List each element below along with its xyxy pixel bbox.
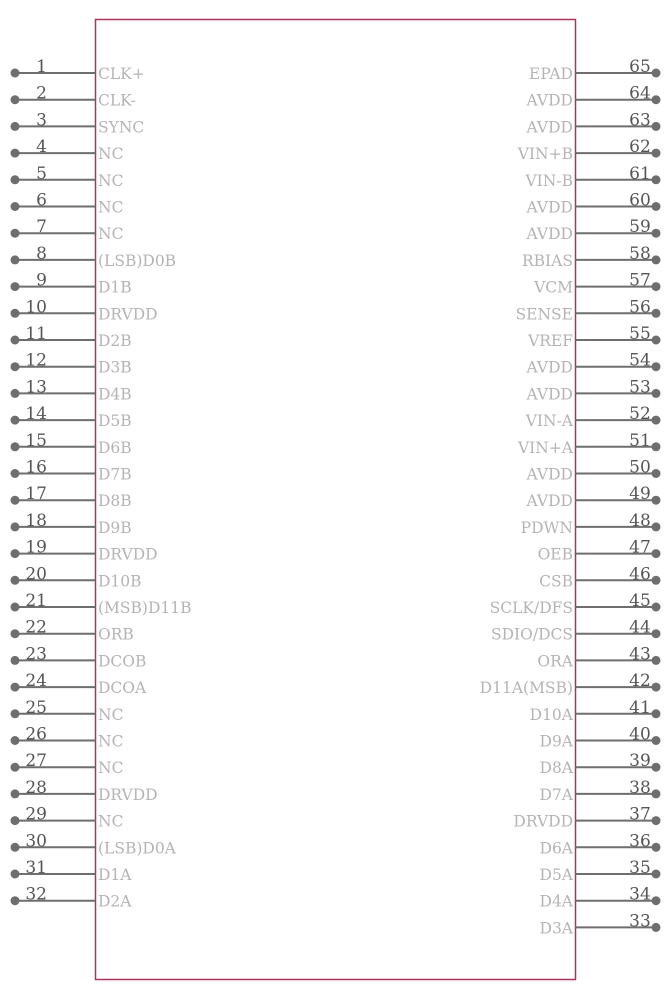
pin-end-dot-icon: [11, 149, 20, 158]
pin-27: [11, 751, 124, 777]
pin-3: [11, 110, 145, 136]
pin-end-dot-icon: [11, 683, 20, 692]
pin-number: 7: [36, 217, 47, 238]
pin-end-dot-icon: [652, 362, 661, 371]
pin-32: [11, 885, 133, 911]
pin-end-dot-icon: [11, 763, 20, 772]
pin-number: 55: [629, 324, 651, 344]
pin-end-dot-icon: [11, 629, 20, 638]
pin-number: 15: [25, 430, 47, 451]
pin-end-dot-icon: [652, 229, 661, 238]
pin-label: CLK-: [98, 91, 136, 110]
pin-label: VIN+B: [517, 145, 573, 164]
pin-end-dot-icon: [652, 496, 661, 505]
pin-12: [11, 351, 132, 377]
pin-number: 5: [36, 163, 47, 184]
pin-end-dot-icon: [11, 69, 20, 78]
right-pin-group: [480, 57, 661, 937]
pin-number: 28: [25, 777, 47, 798]
pin-end-dot-icon: [652, 95, 661, 104]
pin-26: [11, 725, 124, 751]
pin-end-dot-icon: [11, 656, 20, 665]
pin-39: [540, 751, 661, 777]
pin-label: NC: [98, 812, 124, 831]
pin-label: ORB: [98, 625, 134, 644]
pin-number: 56: [629, 297, 651, 318]
pin-end-dot-icon: [11, 816, 20, 825]
pin-end-dot-icon: [652, 336, 661, 345]
pin-46: [539, 564, 660, 590]
pin-end-dot-icon: [11, 389, 20, 398]
pin-43: [537, 644, 660, 670]
pin-end-dot-icon: [11, 442, 20, 451]
pin-end-dot-icon: [652, 69, 661, 78]
pin-label: D3A: [539, 919, 573, 938]
pin-number: 57: [629, 270, 651, 291]
pin-number: 47: [629, 537, 651, 558]
pin-number: 40: [629, 724, 651, 745]
pin-number: 44: [629, 617, 651, 638]
pin-number: 25: [25, 697, 47, 718]
pin-label: CLK+: [98, 65, 145, 83]
pin-55: [527, 324, 660, 350]
pin-end-dot-icon: [652, 736, 661, 745]
pin-label: D1B: [98, 278, 132, 297]
pin-number: 39: [629, 751, 651, 772]
pin-label: D6A: [539, 839, 573, 858]
pin-end-dot-icon: [652, 549, 661, 558]
pin-end-dot-icon: [652, 629, 661, 638]
pin-label: VREF: [528, 332, 573, 350]
pin-label: NC: [98, 732, 124, 751]
pin-number: 51: [629, 430, 651, 451]
pin-end-dot-icon: [11, 469, 20, 478]
pin-number: 35: [629, 858, 651, 878]
pin-label: D10B: [98, 572, 142, 591]
pin-end-dot-icon: [652, 816, 661, 825]
pin-end-dot-icon: [11, 576, 20, 585]
pin-label: RBIAS: [522, 251, 573, 270]
pin-15: [11, 431, 132, 457]
pin-end-dot-icon: [11, 362, 20, 371]
pin-18: [11, 511, 132, 537]
pin-24: [11, 671, 147, 697]
pin-label: AVDD: [526, 465, 573, 484]
pin-end-dot-icon: [11, 843, 20, 852]
pin-number: 24: [25, 671, 47, 692]
pin-number: 49: [629, 484, 651, 505]
pin-label: DRVDD: [513, 812, 573, 831]
pin-end-dot-icon: [652, 202, 661, 211]
pin-58: [522, 244, 661, 270]
ic-body-outline: [96, 20, 576, 980]
pin-number: 22: [25, 617, 47, 638]
pin-label: D6B: [98, 438, 132, 457]
pin-number: 63: [629, 110, 651, 131]
pin-11: [11, 324, 132, 350]
pin-number: 9: [36, 270, 47, 291]
pin-label: VIN+A: [517, 438, 573, 457]
pin-number: 20: [25, 564, 47, 585]
pin-17: [11, 484, 132, 510]
pin-end-dot-icon: [11, 309, 20, 318]
pin-label: NC: [98, 145, 124, 164]
pin-label: D4A: [539, 892, 573, 911]
pin-14: [11, 404, 132, 430]
pin-end-dot-icon: [11, 122, 20, 131]
pin-33: [540, 911, 661, 937]
pin-end-dot-icon: [652, 442, 661, 451]
pin-label: NC: [98, 225, 124, 244]
pin-end-dot-icon: [652, 683, 661, 692]
pin-number: 37: [629, 804, 651, 825]
pin-end-dot-icon: [652, 255, 661, 264]
pin-48: [521, 511, 661, 537]
pin-number: 34: [629, 884, 651, 905]
pin-end-dot-icon: [652, 763, 661, 772]
pin-end-dot-icon: [11, 175, 20, 184]
pin-end-dot-icon: [652, 389, 661, 398]
pin-62: [517, 137, 661, 163]
pin-number: 19: [25, 537, 47, 558]
pin-label: D8B: [98, 492, 132, 511]
pin-number: 62: [629, 137, 651, 158]
pin-number: 30: [25, 831, 47, 852]
pin-label: NC: [98, 198, 124, 217]
pin-label: VCM: [534, 278, 573, 297]
pin-label: EPAD: [529, 65, 573, 83]
pin-number: 12: [25, 350, 47, 371]
pin-56: [516, 297, 661, 323]
pin-label: D10A: [529, 705, 573, 724]
pin-number: 17: [25, 484, 47, 505]
pin-label: AVDD: [526, 358, 573, 377]
pin-end-dot-icon: [11, 255, 20, 264]
pin-60: [526, 191, 661, 217]
pin-end-dot-icon: [652, 656, 661, 665]
pin-label: NC: [98, 759, 124, 778]
pin-8: [11, 244, 177, 270]
pin-number: 41: [629, 697, 651, 718]
pin-25: [11, 698, 124, 724]
pin-9: [11, 271, 132, 297]
pin-end-dot-icon: [652, 576, 661, 585]
pin-number: 29: [25, 804, 47, 825]
pin-end-dot-icon: [11, 202, 20, 211]
pin-label: OEB: [537, 545, 573, 564]
pin-49: [526, 484, 661, 510]
pin-label: D1A: [98, 866, 132, 884]
pin-end-dot-icon: [11, 522, 20, 531]
pin-label: DRVDD: [98, 545, 158, 564]
pin-35: [540, 858, 661, 884]
pin-42: [480, 671, 661, 697]
pin-end-dot-icon: [652, 149, 661, 158]
pin-end-dot-icon: [652, 122, 661, 131]
pin-end-dot-icon: [652, 870, 661, 879]
pin-label: DCOA: [98, 679, 147, 698]
pin-13: [11, 377, 132, 403]
pin-10: [11, 297, 158, 323]
pin-number: 13: [25, 377, 47, 398]
pin-number: 2: [36, 83, 47, 104]
pin-label: D2B: [98, 332, 132, 350]
pin-label: DRVDD: [98, 785, 158, 804]
pin-28: [11, 778, 158, 804]
pin-number: 60: [629, 190, 651, 211]
pin-number: 58: [629, 243, 651, 264]
pin-number: 33: [629, 911, 651, 932]
pin-number: 42: [629, 671, 651, 692]
pin-number: 32: [25, 884, 47, 905]
pin-label: VIN-A: [525, 412, 573, 431]
pin-1: [11, 57, 145, 83]
pin-end-dot-icon: [11, 603, 20, 612]
pin-52: [525, 404, 661, 430]
pin-30: [11, 831, 177, 857]
pin-22: [11, 618, 134, 644]
pin-number: 38: [629, 777, 651, 798]
left-pin-group: [11, 57, 192, 911]
pin-36: [540, 831, 661, 857]
pin-5: [11, 164, 124, 190]
pin-number: 1: [36, 57, 47, 77]
pin-number: 64: [629, 83, 651, 104]
pin-number: 26: [25, 724, 47, 745]
pin-37: [513, 805, 660, 831]
pin-label: DRVDD: [98, 305, 158, 324]
pin-label: AVDD: [526, 385, 573, 404]
pin-number: 65: [629, 57, 651, 77]
pin-label: D5B: [98, 412, 132, 431]
pin-end-dot-icon: [11, 736, 20, 745]
pin-number: 3: [36, 110, 47, 131]
pin-number: 16: [25, 457, 47, 478]
pin-label: D7A: [539, 785, 573, 804]
pin-number: 61: [629, 163, 651, 184]
pin-end-dot-icon: [11, 496, 20, 505]
pin-number: 14: [25, 404, 47, 425]
pin-label: VIN-B: [525, 171, 573, 190]
pin-38: [540, 778, 661, 804]
pin-number: 53: [629, 377, 651, 398]
pin-number: 11: [25, 324, 47, 344]
pin-number: 27: [25, 751, 47, 772]
pin-end-dot-icon: [652, 709, 661, 718]
pin-label: PDWN: [520, 518, 573, 537]
pin-20: [11, 564, 142, 590]
pin-label: D7B: [98, 465, 132, 484]
pin-54: [526, 351, 661, 377]
pin-end-dot-icon: [652, 175, 661, 184]
pin-2: [11, 84, 136, 110]
pin-label: D8A: [539, 759, 573, 778]
pin-label: AVDD: [526, 225, 573, 244]
pin-end-dot-icon: [652, 843, 661, 852]
pin-40: [540, 725, 661, 751]
pin-number: 8: [36, 243, 47, 264]
pin-label: AVDD: [526, 492, 573, 511]
pin-6: [11, 191, 124, 217]
pin-label: SCLK/DFS: [489, 599, 573, 617]
pin-label: SENSE: [515, 305, 573, 324]
pin-number: 18: [25, 510, 47, 531]
pin-end-dot-icon: [652, 282, 661, 291]
pin-47: [538, 538, 661, 564]
pin-63: [526, 110, 661, 136]
pin-end-dot-icon: [11, 336, 20, 345]
pin-end-dot-icon: [652, 923, 661, 932]
pin-end-dot-icon: [652, 896, 661, 905]
pin-end-dot-icon: [11, 95, 20, 104]
pin-number: 46: [629, 564, 651, 585]
pin-4: [11, 137, 124, 163]
pin-number: 52: [629, 404, 651, 425]
pin-number: 48: [629, 510, 651, 531]
pin-end-dot-icon: [11, 896, 20, 905]
pin-64: [526, 84, 661, 110]
pin-16: [11, 458, 132, 484]
pin-51: [517, 431, 661, 457]
pin-number: 31: [25, 858, 47, 878]
pin-label: D5A: [539, 866, 573, 884]
pin-end-dot-icon: [652, 469, 661, 478]
pin-7: [11, 217, 124, 243]
pin-53: [526, 377, 661, 403]
pin-number: 43: [629, 644, 651, 665]
pin-label: AVDD: [526, 118, 573, 137]
pin-23: [11, 644, 147, 670]
pin-end-dot-icon: [11, 416, 20, 425]
pin-21: [11, 591, 192, 617]
pin-34: [540, 885, 661, 911]
pin-label: (MSB)D11B: [98, 599, 192, 617]
pin-label: AVDD: [526, 91, 573, 110]
pin-label: CSB: [539, 572, 573, 591]
pin-label: D9B: [98, 518, 132, 537]
pin-label: ORA: [537, 652, 573, 671]
pin-end-dot-icon: [652, 789, 661, 798]
pin-41: [530, 698, 661, 724]
pin-number: 4: [36, 137, 47, 158]
pin-end-dot-icon: [652, 522, 661, 531]
pin-number: 6: [36, 190, 47, 211]
pin-label: D9A: [539, 732, 573, 751]
pin-number: 45: [629, 591, 651, 611]
pin-65: [529, 57, 660, 83]
pin-label: SYNC: [98, 118, 145, 137]
pin-59: [526, 217, 661, 243]
pin-57: [533, 271, 660, 297]
pin-end-dot-icon: [652, 416, 661, 425]
pin-label: D4B: [98, 385, 132, 404]
pin-end-dot-icon: [11, 282, 20, 291]
pin-label: DCOB: [98, 652, 147, 671]
pin-label: D11A(MSB): [479, 679, 573, 698]
pin-number: 50: [629, 457, 651, 478]
pin-label: AVDD: [526, 198, 573, 217]
pin-label: NC: [98, 171, 124, 190]
pin-label: D3B: [98, 358, 132, 377]
pin-19: [11, 538, 158, 564]
pin-29: [11, 805, 124, 831]
pin-number: 36: [629, 831, 651, 852]
pin-number: 10: [25, 297, 47, 318]
pin-label: SDIO/DCS: [490, 625, 573, 644]
pin-end-dot-icon: [11, 709, 20, 718]
pin-label: (LSB)D0B: [98, 251, 177, 270]
pin-number: 59: [629, 217, 651, 238]
pin-end-dot-icon: [652, 603, 661, 612]
pin-end-dot-icon: [11, 549, 20, 558]
pin-end-dot-icon: [11, 870, 20, 879]
pin-number: 21: [25, 591, 47, 611]
pin-end-dot-icon: [11, 789, 20, 798]
pin-31: [11, 858, 133, 884]
pin-number: 23: [25, 644, 47, 665]
pin-label: NC: [98, 705, 124, 724]
pin-label: (LSB)D0A: [98, 839, 176, 858]
pin-end-dot-icon: [11, 229, 20, 238]
pin-number: 54: [629, 350, 651, 371]
pin-end-dot-icon: [652, 309, 661, 318]
pin-61: [524, 164, 660, 190]
pin-50: [526, 458, 661, 484]
pin-label: D2A: [98, 892, 132, 911]
